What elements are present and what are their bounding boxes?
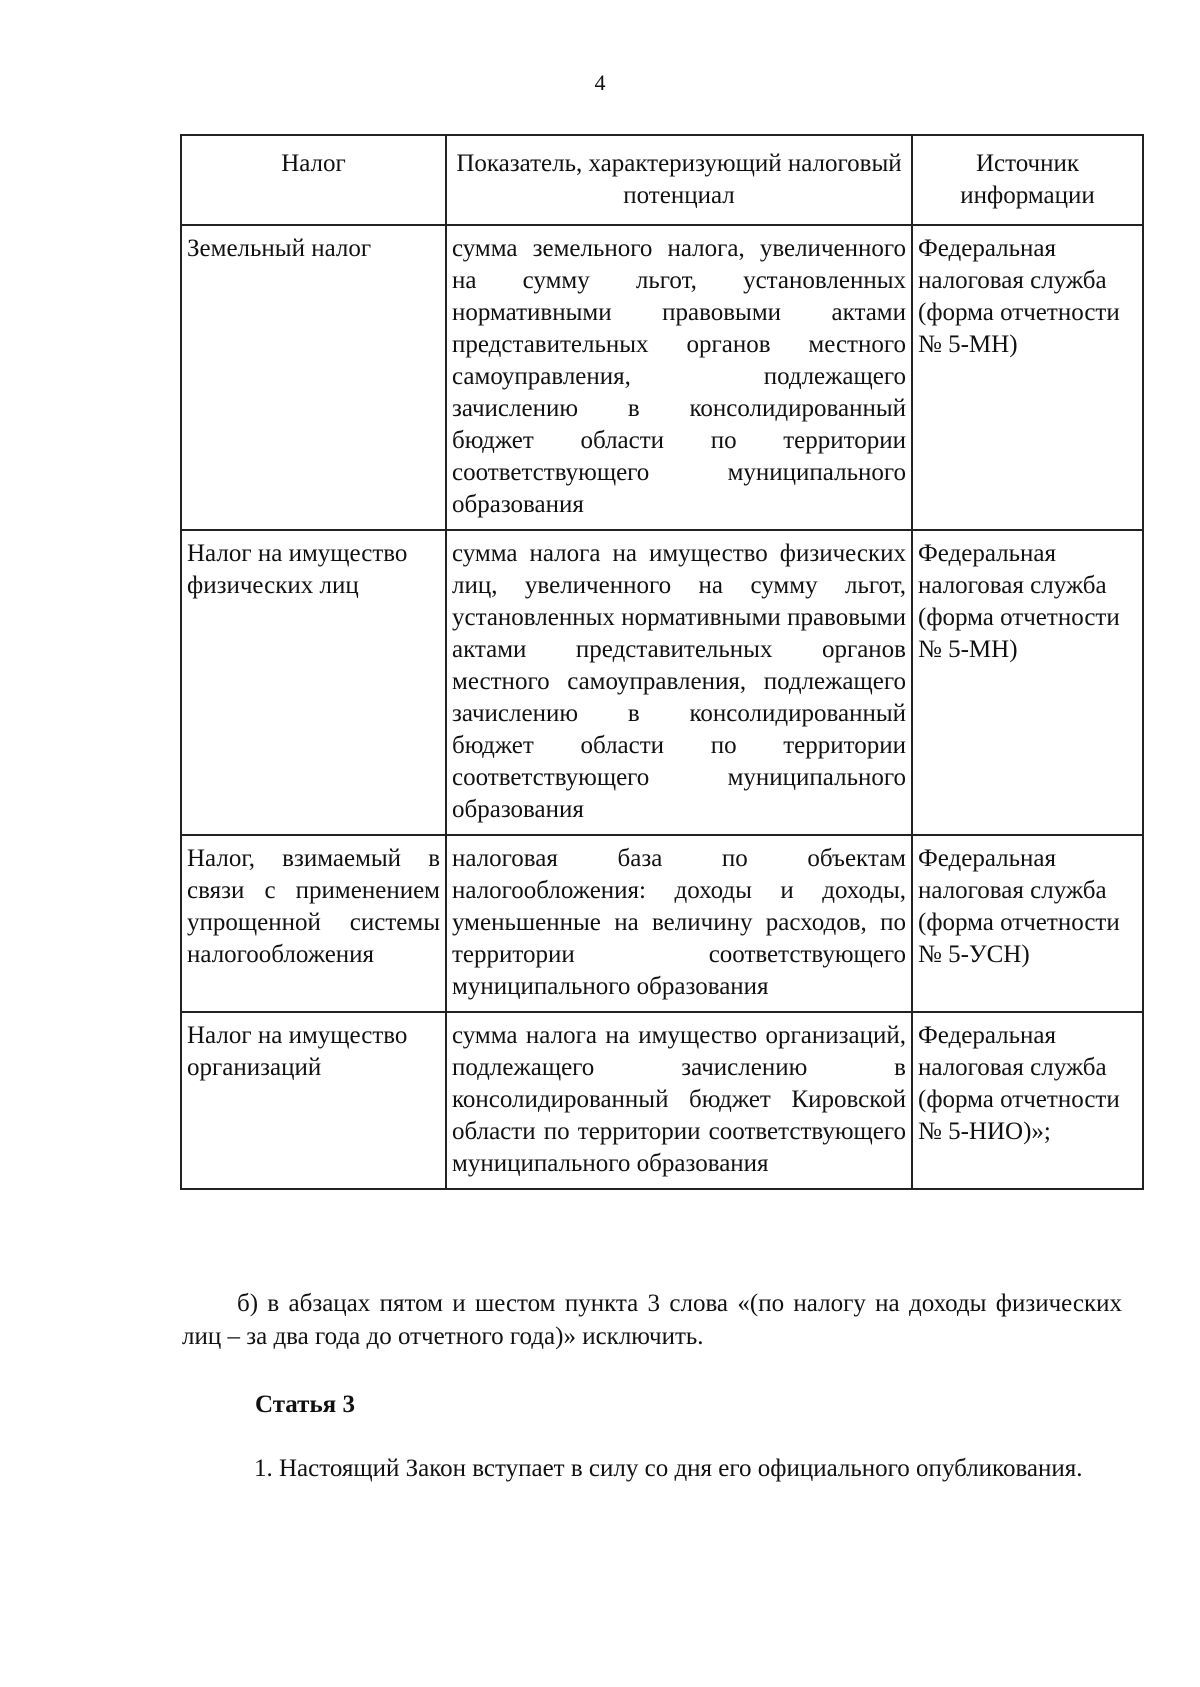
- cell-indicator: сумма налога на имущество организаций, подлежащего зачислению в консолидированный бюджет Кировской области по территории соответствующего муниципального образования: [446, 1012, 912, 1189]
- header-source: Источник информации: [912, 135, 1143, 225]
- table-row: [181, 1012, 1143, 1189]
- cell-source: Федеральная налоговая служба (форма отчетности № 5-УСН): [912, 835, 1143, 1012]
- cell-tax: Земельный налог: [181, 225, 446, 530]
- article-paragraph-1: 1. Настоящий Закон вступает в силу со дня его официального опубликования.: [254, 1455, 1083, 1482]
- table-row: [181, 225, 1143, 530]
- header-tax: Налог: [181, 135, 446, 225]
- tax-potential-table: [180, 134, 1144, 1190]
- cell-tax: Налог на имущество организаций: [181, 1012, 446, 1189]
- article-heading: Статья 3: [255, 1391, 355, 1418]
- paragraph-b: б) в абзацах пятом и шестом пункта 3 слова «(по налогу на доходы физических лиц – за два года до отчетного года)» исключить.: [182, 1290, 1122, 1350]
- cell-source: Федеральная налоговая служба (форма отчетности № 5-НИО)»;: [912, 1012, 1143, 1189]
- cell-indicator: налоговая база по объектам налогообложения: доходы и доходы, уменьшенные на величину расходов, по территории соответствующего муниципального образования: [446, 835, 912, 1012]
- cell-source: Федеральная налоговая служба (форма отчетности № 5-МН): [912, 225, 1143, 530]
- cell-indicator: сумма налога на имущество физических лиц, увеличенного на сумму льгот, установленных нормативными правовыми актами представительных органов местного самоуправления, подлежащего зачислению в консолидированный бюджет области по территории соответствующего муниципального образования: [446, 530, 912, 835]
- cell-source: Федеральная налоговая служба (форма отчетности № 5-МН): [912, 530, 1143, 835]
- table-row: [181, 530, 1143, 835]
- cell-indicator: сумма земельного налога, увеличенного на сумму льгот, установленных нормативными правовыми актами представительных органов местного самоуправления, подлежащего зачислению в консолидированный бюджет области по территории соответствующего муниципального образования: [446, 225, 912, 530]
- cell-tax: Налог, взимаемый в связи с применением упрощенной системы налогообложения: [181, 835, 446, 1012]
- page-number: 4: [594, 70, 606, 95]
- header-indicator: Показатель, характеризующий налоговый потенциал: [446, 135, 912, 225]
- table-header-row: [181, 135, 1143, 225]
- cell-tax: Налог на имущество физических лиц: [181, 530, 446, 835]
- table-row: [181, 835, 1143, 1012]
